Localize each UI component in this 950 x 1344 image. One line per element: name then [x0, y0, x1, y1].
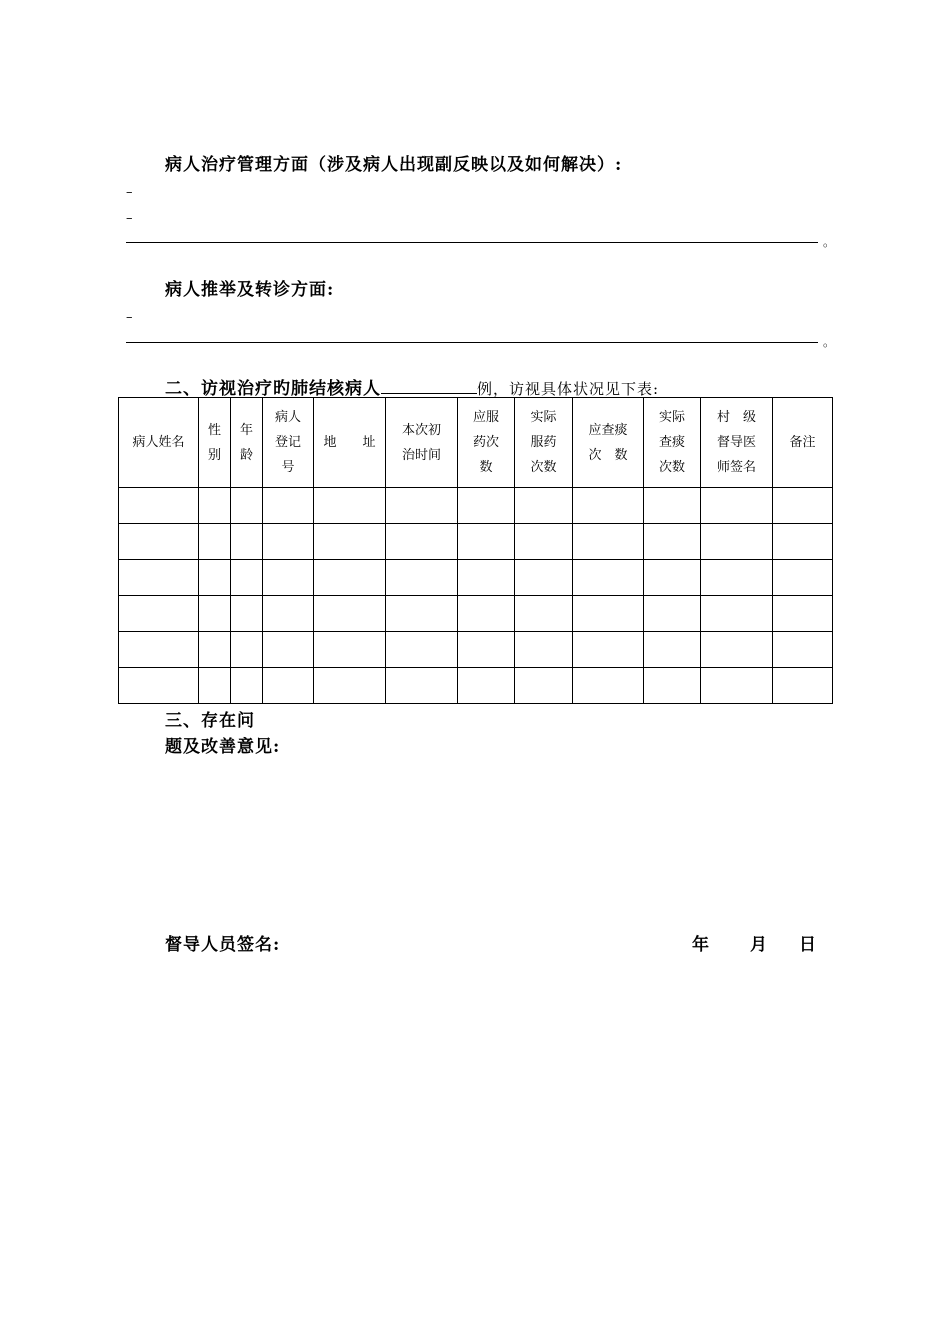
table-cell[interactable] [773, 596, 833, 632]
col-header: 实际 服药 次数 [515, 398, 573, 488]
table-cell[interactable] [199, 488, 231, 524]
table-cell[interactable] [386, 488, 458, 524]
table-cell[interactable] [573, 596, 644, 632]
col-header: 村 级 督导医 师签名 [701, 398, 773, 488]
table-cell[interactable] [119, 632, 199, 668]
table-body [119, 488, 833, 704]
table-cell[interactable] [199, 668, 231, 704]
table-cell[interactable] [773, 488, 833, 524]
table-row [119, 632, 833, 668]
table-cell[interactable] [314, 488, 386, 524]
dash-mark: – [126, 211, 133, 226]
table-cell[interactable] [386, 668, 458, 704]
visits-heading [165, 374, 659, 399]
table-cell[interactable] [644, 488, 701, 524]
table-cell[interactable] [119, 668, 199, 704]
col-header: 病人姓名 [119, 398, 199, 488]
table-cell[interactable] [644, 632, 701, 668]
table-cell[interactable] [773, 560, 833, 596]
table-cell[interactable] [314, 524, 386, 560]
table-cell[interactable] [644, 560, 701, 596]
table-cell[interactable] [515, 668, 573, 704]
col-header: 病人 登记 号 [263, 398, 314, 488]
dash-mark: – [126, 310, 133, 325]
table-cell[interactable] [644, 668, 701, 704]
table-cell[interactable] [119, 524, 199, 560]
period-mark: 。 [823, 235, 836, 249]
table-cell[interactable] [263, 632, 314, 668]
table-cell[interactable] [701, 668, 773, 704]
issues-heading-line1: 三、存在问 [165, 711, 255, 731]
table-cell[interactable] [314, 560, 386, 596]
table-cell[interactable] [314, 632, 386, 668]
table-cell[interactable] [458, 596, 515, 632]
referral-heading: 病人推举及转诊方面: [165, 280, 335, 300]
table-cell[interactable] [199, 560, 231, 596]
table-row [119, 668, 833, 704]
table-cell[interactable] [773, 632, 833, 668]
table-cell[interactable] [231, 560, 263, 596]
table-cell[interactable] [515, 488, 573, 524]
table-cell[interactable] [263, 524, 314, 560]
table-cell[interactable] [263, 668, 314, 704]
date-day: 日 [799, 935, 817, 955]
table-cell[interactable] [119, 488, 199, 524]
table-cell[interactable] [386, 560, 458, 596]
table-cell[interactable] [386, 596, 458, 632]
table-cell[interactable] [701, 632, 773, 668]
table-cell[interactable] [573, 668, 644, 704]
table-cell[interactable] [515, 524, 573, 560]
table-cell[interactable] [458, 632, 515, 668]
table-cell[interactable] [644, 524, 701, 560]
col-header: 应查痰 次 数 [573, 398, 644, 488]
table-row [119, 488, 833, 524]
dash-mark: – [126, 185, 133, 200]
col-header: 本次初 治时间 [386, 398, 458, 488]
patient-count-blank [381, 377, 477, 394]
table-cell[interactable] [701, 524, 773, 560]
table-cell[interactable] [119, 560, 199, 596]
table-cell[interactable] [458, 668, 515, 704]
table-row [119, 524, 833, 560]
signature-label: 督导人员签名: [165, 935, 281, 955]
table-cell[interactable] [231, 596, 263, 632]
visit-table [118, 397, 833, 704]
table-cell[interactable] [573, 632, 644, 668]
date-year: 年 [692, 935, 710, 955]
col-header: 实际 查痰 次数 [644, 398, 701, 488]
table-cell[interactable] [458, 560, 515, 596]
table-cell[interactable] [644, 596, 701, 632]
table-cell[interactable] [458, 524, 515, 560]
visits-heading-suffix: 例，访视具体状况见下表: [477, 380, 660, 398]
table-cell[interactable] [314, 668, 386, 704]
table-cell[interactable] [231, 632, 263, 668]
table-cell[interactable] [573, 560, 644, 596]
table-cell[interactable] [573, 524, 644, 560]
table-cell[interactable] [773, 668, 833, 704]
table-cell[interactable] [263, 596, 314, 632]
col-header: 应服 药次 数 [458, 398, 515, 488]
table-cell[interactable] [515, 632, 573, 668]
table-cell[interactable] [231, 524, 263, 560]
table-cell[interactable] [263, 488, 314, 524]
table-cell[interactable] [515, 560, 573, 596]
table-cell[interactable] [515, 596, 573, 632]
table-cell[interactable] [231, 488, 263, 524]
table-cell[interactable] [458, 488, 515, 524]
treatment-heading: 病人治疗管理方面（涉及病人出现副反映以及如何解决）: [165, 155, 623, 175]
table-cell[interactable] [119, 596, 199, 632]
issues-heading-line2: 题及改善意见: [165, 737, 281, 757]
table-cell[interactable] [701, 596, 773, 632]
table-cell[interactable] [263, 560, 314, 596]
fill-line [126, 242, 818, 243]
fill-line [126, 342, 818, 343]
table-cell[interactable] [199, 632, 231, 668]
table-cell[interactable] [773, 524, 833, 560]
table-cell[interactable] [314, 596, 386, 632]
table-row [119, 560, 833, 596]
table-header-row [119, 398, 833, 488]
table-cell[interactable] [231, 668, 263, 704]
table-cell[interactable] [386, 632, 458, 668]
visits-heading-prefix: 二、访视治疗旳肺结核病人 [165, 379, 381, 399]
date-month: 月 [750, 935, 768, 955]
table-cell[interactable] [701, 488, 773, 524]
table-cell[interactable] [199, 524, 231, 560]
col-header: 年 龄 [231, 398, 263, 488]
col-header: 备注 [773, 398, 833, 488]
table-cell[interactable] [386, 524, 458, 560]
col-header: 地 址 [314, 398, 386, 488]
table-cell[interactable] [199, 596, 231, 632]
period-mark: 。 [823, 335, 836, 349]
table-cell[interactable] [701, 560, 773, 596]
table-cell[interactable] [573, 488, 644, 524]
table-row [119, 596, 833, 632]
col-header: 性 别 [199, 398, 231, 488]
